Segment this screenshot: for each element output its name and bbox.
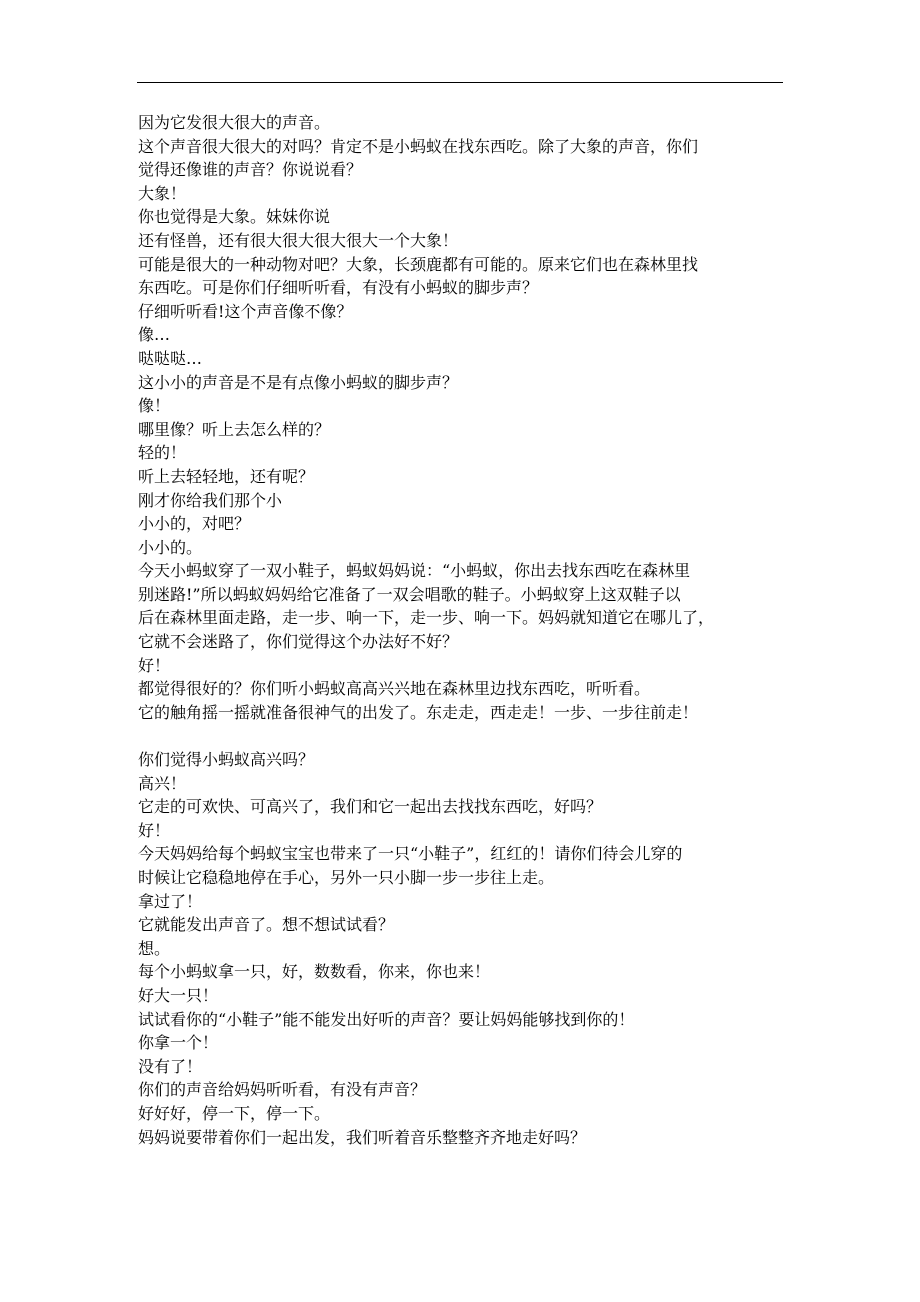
- text-line: 这个声音很大很大的对吗？肯定不是小蚂蚁在找东西吃。除了大象的声音，你们: [138, 136, 699, 156]
- text-line: 仔细听听看!这个声音像不像？: [138, 301, 353, 321]
- text-line: 你也觉得是大象。妹妹你说: [138, 207, 331, 227]
- text-line: 小小的，对吧？: [138, 514, 251, 534]
- text-line: 每个小蚂蚁拿一只，好，数数看，你来，你也来！: [138, 962, 491, 982]
- text-line: 还有怪兽，还有很大很大很大很大一个大象！: [138, 230, 459, 250]
- text-line: 这小小的声音是不是有点像小蚂蚁的脚步声？: [138, 372, 459, 392]
- text-line: 你们觉得小蚂蚁高兴吗？: [138, 750, 315, 770]
- text-line: 你们的声音给妈妈听听看，有没有声音？: [138, 1080, 427, 1100]
- text-line: 好！: [138, 655, 171, 675]
- text-line: 后在森林里面走路，走一步、响一下，走一步、响一下。妈妈就知道它在哪儿了，: [138, 608, 715, 628]
- text-line: 今天妈妈给每个蚂蚁宝宝也带来了一只“小鞋子”，红红的！请你们待会儿穿的: [138, 844, 683, 864]
- text-line: 今天小蚂蚁穿了一双小鞋子，蚂蚁妈妈说：“小蚂蚁，你出去找东西吃在森林里: [138, 561, 691, 581]
- text-line: 时候让它稳稳地停在手心，另外一只小脚一步一步往上走。: [138, 868, 555, 887]
- text-line: 它就不会迷路了，你们觉得这个办法好不好？: [138, 632, 459, 652]
- text-line: 它的触角摇一摇就准备很神气的出发了。东走走，西走走！一步、一步往前走！: [138, 702, 699, 722]
- text-line: 它就能发出声音了。想不想试试看？: [138, 915, 395, 935]
- text-line: 听上去轻轻地，还有呢？: [138, 466, 315, 486]
- text-line: 它走的可欢快、可高兴了，我们和它一起出去找找东西吃，好吗？: [138, 797, 603, 817]
- text-line: 拿过了！: [138, 891, 203, 911]
- text-line: 高兴！: [138, 773, 187, 793]
- text-line: 大象！: [138, 183, 187, 203]
- text-line: 试试看你的“小鞋子”能不能发出好听的声音？要让妈妈能够找到你的！: [138, 1009, 635, 1029]
- header-rule: [137, 82, 783, 83]
- text-line: 轻的！: [138, 443, 187, 463]
- text-line: 好大一只！: [138, 985, 219, 1005]
- text-line: 哪里像？听上去怎么样的？: [138, 419, 331, 439]
- text-line: 你拿一个！: [138, 1033, 219, 1053]
- text-line: 都觉得很好的？你们听小蚂蚁高高兴兴地在森林里边找东西吃，听听看。: [138, 679, 651, 699]
- text-line: 像！: [138, 396, 171, 416]
- text-line: 因为它发很大很大的声音。: [138, 113, 331, 132]
- text-line: 可能是很大的一种动物对吧？大象，长颈鹿都有可能的。原来它们也在森林里找: [138, 254, 699, 274]
- text-line: 没有了！: [138, 1056, 203, 1076]
- text-line: 小小的。: [138, 537, 203, 557]
- text-line: 想。: [138, 938, 171, 958]
- text-line: 妈妈说要带着你们一起出发，我们听着音乐整整齐齐地走好吗？: [138, 1127, 587, 1147]
- text-line: 东西吃。可是你们仔细听听看，有没有小蚂蚁的脚步声？: [138, 278, 539, 298]
- text-line: 像…: [138, 325, 171, 345]
- text-line: 好！: [138, 820, 171, 840]
- text-line: 哒哒哒…: [138, 348, 203, 368]
- text-line: 刚才你给我们那个小: [138, 490, 283, 510]
- text-line: 觉得还像谁的声音？你说说看？: [138, 160, 363, 180]
- paragraph-gap: [138, 724, 788, 748]
- text-line: 别迷路!”所以蚂蚁妈妈给它准备了一双会唱歌的鞋子。小蚂蚁穿上这双鞋子以: [138, 584, 681, 604]
- transcript-body: [138, 111, 788, 1149]
- text-line: 好好好，停一下，停一下。: [138, 1103, 331, 1123]
